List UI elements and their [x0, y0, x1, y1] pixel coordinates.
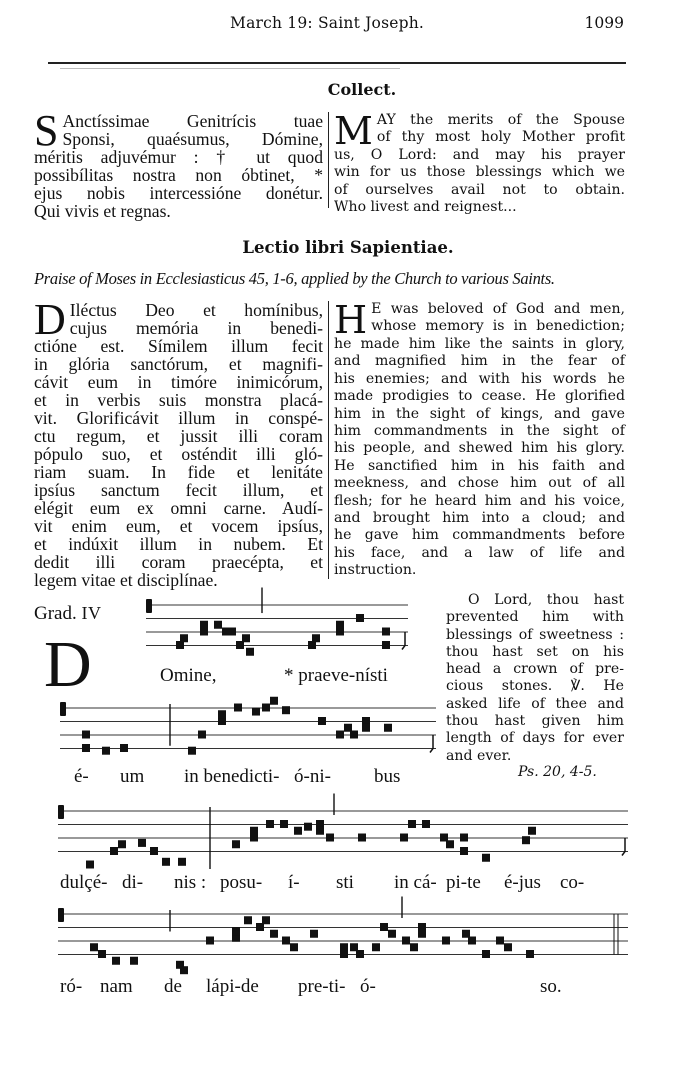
lyric-syllable: di- [122, 872, 144, 893]
neume-note [120, 744, 128, 752]
neume-note [358, 834, 366, 842]
neume-note [312, 634, 320, 642]
chant-staff [58, 803, 628, 864]
chant-lyrics [60, 872, 640, 896]
neume-note [262, 916, 270, 924]
lyric-syllable: posu- [220, 872, 263, 893]
collect-english-column [334, 109, 625, 217]
lyric-syllable: pi-te [446, 872, 481, 893]
lyric-syllable: dulçé- [60, 872, 108, 893]
staff-svg [58, 803, 628, 864]
neume-note [336, 731, 344, 739]
text-line: et in verbis suis monstra placá- [34, 390, 323, 410]
text-line: Who livest and reignest... [334, 199, 517, 216]
custos-icon [430, 735, 433, 753]
neume-note [228, 628, 236, 636]
running-head-title: March 19: Saint Joseph. [230, 14, 425, 32]
staff-svg [60, 700, 436, 761]
lyric-syllable: co- [560, 872, 585, 893]
neume-note [460, 834, 468, 842]
lyric-syllable: Omine, [160, 665, 217, 686]
neume-note [316, 827, 324, 835]
neume-note [214, 621, 222, 629]
text-line: win for us those blessings which we [334, 164, 625, 181]
neume-note [310, 930, 318, 938]
page-number: 1099 [584, 14, 624, 32]
chant-lyrics [74, 766, 454, 790]
dropcap-d: D [34, 295, 66, 344]
neume-note [218, 710, 226, 718]
lectio-latin-column [34, 295, 323, 590]
neume-note [178, 858, 186, 866]
text-line: Anctíssimae Genitrícis tuae [62, 111, 323, 131]
neume-note [362, 724, 370, 732]
text-line: length of days for ever [446, 730, 624, 747]
text-line: head a crown of pre- [446, 661, 624, 678]
neume-note [118, 840, 126, 848]
neume-note [280, 820, 288, 828]
text-line: him in the sight of kings, and gave [334, 405, 625, 422]
lectio-subtitle: Praise of Moses in Ecclesiasticus 45, 1-6, applied by the Church to various Saints. [34, 269, 555, 288]
text-line: et indúxit illum in nubem. Et [34, 534, 323, 554]
text-line: possibílitas nostra non óbtinet, * [34, 165, 323, 185]
dropcap-m: M [334, 109, 373, 153]
text-line: his face, and a law of life and [334, 544, 625, 561]
lyric-syllable: * praeve-nísti [284, 665, 388, 686]
neume-note [138, 839, 146, 847]
neume-note [270, 930, 278, 938]
neume-note [318, 717, 326, 725]
neume-note [206, 937, 214, 945]
neume-note [468, 937, 476, 945]
text-line: thou hast given him [446, 713, 624, 730]
text-line: his enemies; and with his words he [334, 370, 625, 387]
text-line: Sponsi, quaésumus, Dómine, [62, 129, 323, 149]
lyric-syllable: nam [100, 976, 133, 997]
lyric-syllable: de [164, 976, 182, 997]
neume-note [200, 628, 208, 636]
neume-note [130, 957, 138, 965]
neume-note [198, 731, 206, 739]
neume-note [244, 916, 252, 924]
neume-note [418, 923, 426, 931]
gradual-mode: IV [81, 603, 102, 623]
neume-note [528, 827, 536, 835]
neume-note [294, 827, 302, 835]
neume-note [482, 950, 490, 958]
text-line: cujus memória in benedi- [69, 318, 323, 338]
lyric-syllable: ró- [60, 976, 83, 997]
text-line: asked life of thee and [446, 695, 624, 712]
chant-staff [146, 597, 408, 658]
gradual-initial: D [44, 628, 92, 701]
text-line: made prodigies to cease. He glorified [334, 388, 625, 405]
lyric-syllable: pre-ti- [298, 976, 346, 997]
lectio-english-column [334, 298, 625, 580]
text-line: and brought him into a cloud; and [334, 510, 625, 527]
gradual-reference: Ps. 20, 4-5. [518, 764, 597, 780]
text-line: pópulo suo, et osténdit illi gló- [34, 444, 323, 464]
neume-note [388, 930, 396, 938]
lyric-syllable: lápi-de [206, 976, 259, 997]
neume-note [282, 937, 290, 945]
text-line: prevented him with [446, 609, 624, 626]
neume-note [382, 628, 390, 636]
text-line: He sanctified him in his faith and [334, 457, 625, 474]
text-line: AY the merits of the Spouse [376, 112, 625, 128]
text-line: him commandments in the sight of [334, 423, 625, 440]
neume-note [110, 847, 118, 855]
text-line: ipsíus sanctum fecit illum, et [34, 480, 323, 500]
text-line: riam suam. In fide et lenitáte [34, 462, 323, 482]
c-clef-icon [146, 599, 152, 613]
neume-note [232, 927, 240, 935]
collect-latin-column [34, 106, 323, 221]
neume-note [356, 614, 364, 622]
header-rule-faint [60, 68, 400, 69]
neume-note [526, 950, 534, 958]
text-line: méritis adjuvémur : † ut quod [34, 147, 323, 167]
neume-note [150, 847, 158, 855]
neume-note [402, 937, 410, 945]
neume-note [350, 731, 358, 739]
neume-note [504, 943, 512, 951]
text-line: and ever. [446, 747, 512, 764]
lyric-syllable: sti [336, 872, 354, 893]
collect-title: Collect. [327, 80, 397, 99]
text-line: and magnified him in the fear of [334, 353, 625, 370]
lyric-syllable: nis : [174, 872, 207, 893]
neume-note [422, 820, 430, 828]
neume-note [188, 747, 196, 755]
neume-note [270, 697, 278, 705]
neume-note [98, 950, 106, 958]
c-clef-icon [58, 805, 64, 819]
neume-note [442, 937, 450, 945]
neume-note [380, 923, 388, 931]
text-line: ctu regum, et jussit illi coram [34, 426, 323, 446]
gradual-english-column [446, 592, 624, 765]
staff-svg [146, 597, 408, 658]
text-line: legem vitae et disciplínae. [34, 570, 218, 590]
neume-note [180, 634, 188, 642]
chant-lyrics [160, 665, 440, 689]
neume-note [290, 943, 298, 951]
gradual-label [34, 603, 101, 625]
text-line: he made him like the saints in glory, [334, 336, 625, 352]
lyric-syllable: ó- [360, 976, 376, 997]
text-line: Qui vivis et regnas. [34, 201, 171, 221]
neume-note [460, 847, 468, 855]
text-line: vit. Glorificávit illum in conspé- [34, 408, 323, 428]
neume-note [266, 820, 274, 828]
column-divider [328, 112, 329, 208]
neume-note [90, 943, 98, 951]
neume-note [336, 628, 344, 636]
header-rule [48, 62, 626, 64]
chant-staff [58, 906, 628, 967]
c-clef-icon [60, 702, 66, 716]
chant-staff [60, 700, 436, 761]
neume-note [234, 704, 242, 712]
dropcap-s: S [34, 106, 59, 155]
staff-svg [58, 906, 628, 967]
text-line: thou hast set on his [446, 643, 624, 660]
lyric-syllable: í- [288, 872, 300, 893]
text-line: elégit eum ex omni carne. Audí- [34, 498, 323, 518]
text-line: instruction. [334, 562, 417, 579]
lyric-syllable: é-jus [504, 872, 541, 893]
neume-note [242, 634, 250, 642]
neume-note [102, 747, 110, 755]
neume-note [82, 744, 90, 752]
neume-note [408, 820, 416, 828]
column-divider [328, 301, 329, 579]
neume-note [496, 937, 504, 945]
running-head [34, 12, 624, 38]
text-line: cious stones. ℣. He [446, 678, 624, 695]
dropcap-h: H [334, 298, 368, 342]
neume-note [372, 943, 380, 951]
custos-icon [402, 632, 405, 650]
neume-note [232, 840, 240, 848]
text-line: he gave him commandments before [334, 527, 625, 544]
lyric-syllable: é- [74, 766, 89, 787]
neume-note [162, 858, 170, 866]
neume-note [262, 704, 270, 712]
neume-note [82, 731, 90, 739]
neume-note [86, 861, 94, 869]
text-line: flesh; for he heard him and his voice, [334, 492, 625, 509]
text-line: blessings of sweetness : [446, 626, 624, 643]
text-line: us, O Lord: and may his prayer [334, 147, 625, 163]
neume-note [340, 950, 348, 958]
lyric-syllable: so. [540, 976, 562, 997]
text-line: Iléctus Deo et homínibus, [69, 300, 323, 320]
neume-note [446, 840, 454, 848]
neume-note [252, 708, 260, 716]
chant-lyrics [60, 976, 640, 1000]
neume-note [282, 706, 290, 714]
lyric-syllable: in benedicti- [184, 766, 280, 787]
neume-note [326, 834, 334, 842]
lyric-syllable: in cá- [394, 872, 437, 893]
text-line: vit enim eum, et vocem ipsíus, [34, 516, 323, 536]
neume-note [400, 834, 408, 842]
c-clef-icon [58, 908, 64, 922]
text-line: ctióne est. Símilem illum fecit [34, 336, 323, 356]
neume-note [482, 854, 490, 862]
neume-note [410, 943, 418, 951]
neume-note [384, 724, 392, 732]
text-line: in glória sanctórum, et magnifi- [34, 354, 323, 374]
text-line: of thy most holy Mother profit [376, 129, 625, 146]
custos-icon [622, 838, 625, 856]
neume-note [304, 823, 312, 831]
text-line: whose memory is in benediction; [371, 318, 625, 335]
lyric-syllable: um [120, 766, 145, 787]
lectio-title: Lectio libri Sapientiae. [242, 238, 454, 257]
neume-note [180, 966, 188, 974]
text-line: dedit illi coram praecépta, et [34, 552, 323, 572]
text-line: cávit eum in timóre inimicórum, [34, 372, 323, 392]
neume-note [246, 648, 254, 656]
gradual-label-text: Grad. [34, 603, 77, 624]
text-line: ejus nobis intercessióne donétur. [34, 183, 323, 203]
text-line: meekness, and chose him out of all [334, 475, 625, 492]
neume-note [112, 957, 120, 965]
lyric-syllable: bus [374, 766, 401, 787]
text-line: of ourselves avail not to obtain. [334, 181, 625, 198]
neume-note [356, 950, 364, 958]
lyric-syllable: ó-ni- [294, 766, 331, 787]
text-line: E was beloved of God and men, [371, 301, 625, 317]
neume-note [250, 834, 258, 842]
text-line: his people, and shewed him his glory. [334, 440, 625, 457]
neume-note [382, 641, 390, 649]
text-line: O Lord, thou hast [468, 592, 624, 608]
neume-note [522, 836, 530, 844]
